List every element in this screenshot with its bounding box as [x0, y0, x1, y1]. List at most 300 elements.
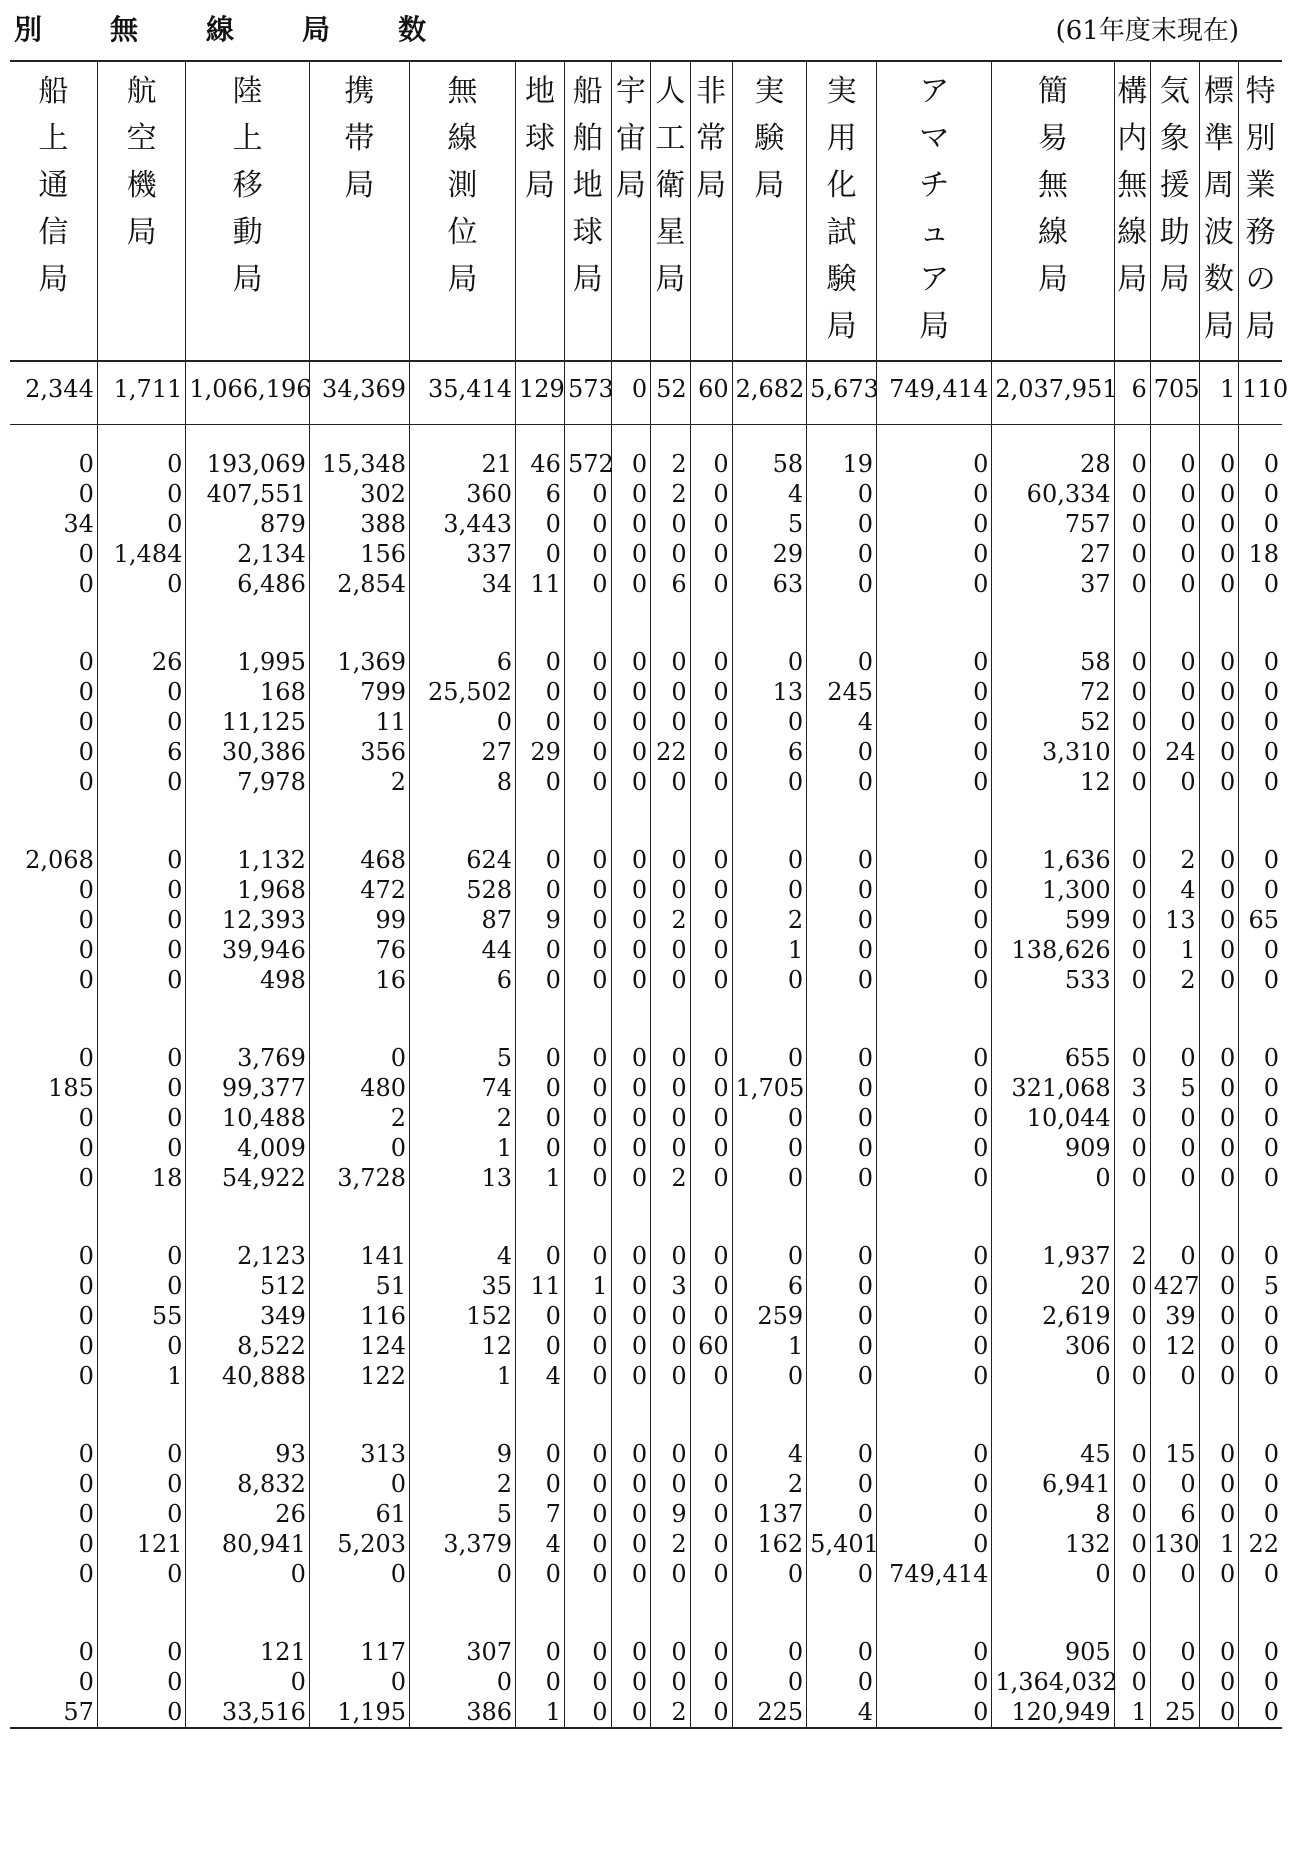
table-cell: 8	[410, 767, 516, 797]
table-cell: 0	[1239, 1667, 1282, 1697]
table-cell: 0	[1114, 935, 1150, 965]
table-cell: 0	[732, 767, 807, 797]
table-cell: 0	[690, 1073, 732, 1103]
table-cell: 0	[1150, 449, 1199, 479]
table-cell: 0	[1239, 479, 1282, 509]
table-cell: 0	[611, 569, 651, 599]
table-cell: 4	[1150, 875, 1199, 905]
table-cell: 407,551	[186, 479, 309, 509]
table-cell: 0	[564, 1697, 611, 1728]
table-cell: 0	[564, 1469, 611, 1499]
table-row	[10, 1439, 1282, 1469]
table-cell: 360	[410, 479, 516, 509]
table-row	[10, 479, 1282, 509]
column-header-label: 地球局	[524, 74, 555, 203]
table-cell: 0	[1239, 707, 1282, 737]
table-cell: 0	[611, 1163, 651, 1193]
table-cell: 152	[410, 1301, 516, 1331]
table-cell: 0	[1239, 965, 1282, 995]
table-cell: 0	[611, 767, 651, 797]
table-cell: 0	[564, 1301, 611, 1331]
table-cell: 6	[410, 647, 516, 677]
table-cell: 0	[690, 1133, 732, 1163]
table-cell: 6	[732, 737, 807, 767]
table-cell: 52	[651, 361, 691, 425]
table-cell: 58	[732, 449, 807, 479]
table-row	[10, 1301, 1282, 1331]
table-cell: 0	[97, 1667, 186, 1697]
table-cell: 0	[1150, 707, 1199, 737]
table-cell: 6,941	[992, 1469, 1114, 1499]
table-cell: 0	[1114, 1469, 1150, 1499]
table-cell: 0	[78, 1500, 94, 1528]
table-cell: 6	[410, 965, 516, 995]
table-row	[10, 707, 1282, 737]
table-cell: 0	[516, 1637, 565, 1667]
table-cell: 138,626	[992, 935, 1114, 965]
table-cell: 0	[877, 1241, 992, 1271]
table-cell: 0	[1239, 1133, 1282, 1163]
table-cell: 122	[309, 1361, 409, 1391]
column-header-label: 特別業務の局	[1245, 74, 1276, 344]
table-cell: 2	[1150, 845, 1199, 875]
table-cell: 0	[516, 1469, 565, 1499]
table-cell: 0	[690, 1241, 732, 1271]
table-cell: 0	[732, 1667, 807, 1697]
table-cell: 0	[1239, 845, 1282, 875]
table-cell: 799	[309, 677, 409, 707]
table-cell: 0	[807, 1163, 877, 1193]
table-cell: 0	[807, 1073, 877, 1103]
table-cell: 1	[564, 1271, 611, 1301]
table-cell: 0	[877, 1133, 992, 1163]
table-cell: 0	[1199, 845, 1239, 875]
table-cell: 2	[651, 1697, 691, 1728]
title-char: 別	[14, 13, 43, 46]
table-cell: 120,949	[992, 1697, 1114, 1728]
table-cell: 12,393	[186, 905, 309, 935]
table-cell: 0	[309, 1667, 409, 1697]
table-cell: 2	[732, 1469, 807, 1499]
table-cell: 15	[1150, 1439, 1199, 1469]
table-cell: 512	[186, 1271, 309, 1301]
table-body	[10, 361, 1289, 1728]
table-cell: 0	[564, 845, 611, 875]
table-cell: 44	[410, 935, 516, 965]
table-cell: 0	[78, 1242, 94, 1270]
table-cell: 2,344	[10, 361, 97, 425]
table-cell: 0	[564, 1559, 611, 1589]
table-cell: 60,334	[992, 479, 1114, 509]
table-cell: 0	[807, 1667, 877, 1697]
table-cell: 0	[877, 569, 992, 599]
table-cell: 0	[807, 1301, 877, 1331]
table-cell: 2	[1150, 965, 1199, 995]
table-cell: 0	[1150, 1133, 1199, 1163]
table-cell: 0	[1199, 1301, 1239, 1331]
table-cell: 0	[1199, 905, 1239, 935]
table-cell: 0	[1239, 1073, 1282, 1103]
table-cell: 0	[690, 905, 732, 935]
table-cell: 0	[611, 509, 651, 539]
table-header	[10, 61, 1282, 361]
table-cell: 0	[807, 1559, 877, 1589]
table-cell: 0	[690, 647, 732, 677]
table-cell: 0	[1114, 1163, 1150, 1193]
table-row	[10, 1529, 1282, 1559]
table-cell: 0	[78, 1134, 94, 1162]
table-cell: 0	[1239, 1637, 1282, 1667]
table-cell: 427	[1150, 1271, 1199, 1301]
table-cell: 0	[97, 479, 186, 509]
table-cell: 0	[807, 1439, 877, 1469]
table-cell: 51	[309, 1271, 409, 1301]
table-cell: 0	[97, 1439, 186, 1469]
column-header	[97, 61, 186, 361]
table-cell: 0	[78, 936, 94, 964]
table-row	[10, 935, 1282, 965]
table-cell: 54,922	[186, 1163, 309, 1193]
date-note: (61年度末現在)	[1055, 16, 1239, 46]
table-cell: 0	[78, 540, 94, 568]
table-cell: 245	[807, 677, 877, 707]
table-cell: 0	[877, 1271, 992, 1301]
table-cell: 0	[564, 1499, 611, 1529]
table-cell: 0	[1199, 1103, 1239, 1133]
column-header	[10, 61, 97, 361]
table-cell: 121	[186, 1637, 309, 1667]
table-cell: 2	[651, 1163, 691, 1193]
table-cell: 0	[1199, 737, 1239, 767]
table-row	[10, 767, 1282, 797]
table-row	[10, 1271, 1282, 1301]
table-cell: 705	[1150, 361, 1199, 425]
table-cell: 3,310	[992, 737, 1114, 767]
table-cell: 0	[732, 965, 807, 995]
table-cell: 55	[97, 1301, 186, 1331]
table-row	[10, 1469, 1282, 1499]
table-cell: 0	[564, 1073, 611, 1103]
table-cell: 0	[651, 1073, 691, 1103]
table-cell: 0	[651, 1469, 691, 1499]
table-cell: 40,888	[186, 1361, 309, 1391]
table-cell: 8	[992, 1499, 1114, 1529]
table-cell: 0	[807, 737, 877, 767]
table-cell: 0	[1239, 1361, 1282, 1391]
table-cell: 0	[611, 1637, 651, 1667]
table-cell: 0	[690, 1559, 732, 1589]
table-cell: 7,978	[186, 767, 309, 797]
table-cell: 2	[1114, 1241, 1150, 1271]
table-cell: 0	[732, 1361, 807, 1391]
table-cell: 0	[651, 647, 691, 677]
table-cell: 0	[877, 1073, 992, 1103]
table-cell: 12	[410, 1331, 516, 1361]
table-cell: 3,379	[410, 1529, 516, 1559]
table-cell: 0	[1239, 569, 1282, 599]
table-row	[10, 845, 1282, 875]
table-cell: 0	[97, 767, 186, 797]
table-cell: 0	[807, 767, 877, 797]
table-cell: 4	[516, 1361, 565, 1391]
table-cell: 655	[992, 1043, 1114, 1073]
table-cell: 0	[651, 539, 691, 569]
table-cell: 0	[78, 1440, 94, 1468]
group-spacer	[10, 425, 1282, 450]
table-cell: 0	[807, 1499, 877, 1529]
table-cell: 0	[877, 1301, 992, 1331]
table-cell: 0	[1114, 965, 1150, 995]
table-cell: 10,488	[186, 1103, 309, 1133]
table-cell: 28	[992, 449, 1114, 479]
table-cell: 12	[1150, 1331, 1199, 1361]
table-cell: 34	[410, 569, 516, 599]
table-cell: 1,369	[309, 647, 409, 677]
table-cell: 0	[564, 1361, 611, 1391]
table-cell: 34	[63, 510, 94, 538]
table-cell: 0	[1114, 905, 1150, 935]
table-cell: 0	[1199, 965, 1239, 995]
table-cell: 15,348	[309, 449, 409, 479]
table-cell: 0	[807, 1361, 877, 1391]
table-cell: 11	[516, 569, 565, 599]
table-cell: 99,377	[186, 1073, 309, 1103]
table-cell: 0	[564, 1529, 611, 1559]
column-header	[877, 61, 992, 361]
table-cell: 302	[309, 479, 409, 509]
table-cell: 141	[309, 1241, 409, 1271]
table-cell: 0	[651, 509, 691, 539]
table-cell: 72	[992, 677, 1114, 707]
table-cell: 0	[78, 1638, 94, 1666]
table-cell: 0	[877, 1361, 992, 1391]
table-cell: 0	[877, 479, 992, 509]
table-cell: 0	[1239, 1241, 1282, 1271]
table-cell: 0	[78, 480, 94, 508]
table-cell: 0	[97, 1697, 186, 1728]
table-cell: 13	[732, 677, 807, 707]
table-cell: 0	[992, 1559, 1114, 1589]
column-header	[1199, 61, 1239, 361]
table-cell: 0	[1199, 539, 1239, 569]
table-cell: 2	[732, 905, 807, 935]
table-cell: 22	[651, 737, 691, 767]
table-cell: 2	[309, 1103, 409, 1133]
table-cell: 0	[651, 1361, 691, 1391]
table-cell: 20	[992, 1271, 1114, 1301]
table-cell: 0	[732, 1133, 807, 1163]
table-cell: 0	[1150, 1361, 1199, 1391]
table-cell: 0	[1199, 1043, 1239, 1073]
table-cell: 57	[10, 1697, 97, 1728]
table-cell: 0	[877, 1331, 992, 1361]
table-cell: 0	[1114, 449, 1150, 479]
column-header-label: 船舶地球局	[572, 74, 603, 297]
table-cell: 0	[1239, 737, 1282, 767]
table-row	[10, 1361, 1282, 1391]
table-cell: 0	[611, 845, 651, 875]
table-cell: 11	[309, 707, 409, 737]
table-row	[10, 1559, 1282, 1589]
title-char: 無	[110, 13, 139, 46]
table-cell: 0	[1199, 1667, 1239, 1697]
table-cell: 0	[1239, 1301, 1282, 1331]
table-cell: 0	[78, 1362, 94, 1390]
table-row	[10, 1697, 1282, 1728]
table-cell: 2,037,951	[992, 361, 1114, 425]
table-cell: 93	[186, 1439, 309, 1469]
table-cell: 4,009	[186, 1133, 309, 1163]
table-cell: 0	[611, 1301, 651, 1331]
table-row	[10, 647, 1282, 677]
table-cell: 528	[410, 875, 516, 905]
table-cell: 30,386	[186, 737, 309, 767]
table-cell: 29	[516, 737, 565, 767]
table-cell: 0	[690, 737, 732, 767]
table-cell: 879	[186, 509, 309, 539]
table-cell: 0	[1199, 1499, 1239, 1529]
table-cell: 0	[732, 1559, 807, 1589]
table-cell: 0	[877, 875, 992, 905]
table-cell: 0	[877, 1637, 992, 1667]
table-cell: 0	[1114, 539, 1150, 569]
table-cell: 0	[877, 647, 992, 677]
table-cell: 468	[309, 845, 409, 875]
table-cell: 0	[1150, 647, 1199, 677]
table-row	[10, 965, 1282, 995]
table-cell: 0	[690, 1667, 732, 1697]
table-cell: 0	[877, 449, 992, 479]
table-cell: 0	[1199, 1469, 1239, 1499]
table-cell: 18	[1239, 539, 1282, 569]
table-cell: 0	[516, 1073, 565, 1103]
table-cell: 0	[807, 935, 877, 965]
table-cell: 533	[992, 965, 1114, 995]
table-cell: 0	[1114, 1499, 1150, 1529]
table-cell: 0	[690, 1529, 732, 1559]
table-cell: 0	[690, 449, 732, 479]
table-cell: 0	[564, 767, 611, 797]
table-cell: 0	[611, 707, 651, 737]
table-cell: 0	[611, 737, 651, 767]
table-row	[10, 539, 1282, 569]
table-cell: 0	[516, 707, 565, 737]
table-cell: 386	[410, 1697, 516, 1728]
table-cell: 0	[410, 1667, 516, 1697]
table-cell: 3,443	[410, 509, 516, 539]
table-cell: 87	[410, 905, 516, 935]
column-header-label: 航空機局	[126, 74, 157, 250]
group-spacer	[10, 623, 1282, 647]
table-cell: 156	[309, 539, 409, 569]
column-header-label: 簡易無線局	[1038, 74, 1068, 297]
table-cell: 0	[651, 1439, 691, 1469]
table-cell: 0	[1199, 1697, 1239, 1728]
table-cell: 0	[807, 1133, 877, 1163]
column-header	[651, 61, 691, 361]
table-cell: 5	[732, 509, 807, 539]
table-row	[10, 1667, 1282, 1697]
table-cell: 624	[410, 845, 516, 875]
table-cell: 0	[1239, 449, 1282, 479]
table-cell: 0	[1239, 1559, 1282, 1589]
table-cell: 0	[516, 1241, 565, 1271]
column-header	[1239, 61, 1282, 361]
table-cell: 0	[97, 1103, 186, 1133]
column-header	[611, 61, 651, 361]
table-cell: 0	[309, 1043, 409, 1073]
table-cell: 6	[732, 1271, 807, 1301]
table-cell: 1,636	[992, 845, 1114, 875]
group-spacer	[10, 1589, 1282, 1613]
table-cell: 0	[1150, 569, 1199, 599]
column-header-label: 実験局	[754, 74, 785, 203]
table-cell: 573	[564, 361, 611, 425]
table-cell: 259	[732, 1301, 807, 1331]
table-cell: 0	[690, 1637, 732, 1667]
table-cell: 0	[1199, 707, 1239, 737]
table-cell: 0	[807, 1103, 877, 1133]
table-cell: 1	[1199, 361, 1239, 425]
table-cell: 0	[1150, 1043, 1199, 1073]
table-cell: 10,044	[992, 1103, 1114, 1133]
table-cell: 1	[732, 1331, 807, 1361]
table-cell: 0	[564, 875, 611, 905]
table-cell: 0	[877, 905, 992, 935]
table-cell: 0	[516, 1301, 565, 1331]
table-row	[10, 449, 1282, 479]
table-cell: 0	[690, 767, 732, 797]
table-cell: 0	[564, 479, 611, 509]
table-cell: 6	[1114, 361, 1150, 425]
table-cell: 9	[516, 905, 565, 935]
column-header	[309, 61, 409, 361]
table-cell: 757	[992, 509, 1114, 539]
table-cell: 225	[732, 1697, 807, 1728]
table-cell: 0	[78, 876, 94, 904]
table-cell: 9	[410, 1439, 516, 1469]
table-cell: 0	[807, 1271, 877, 1301]
table-cell: 0	[877, 677, 992, 707]
table-cell: 1,937	[992, 1241, 1114, 1271]
table-cell: 0	[611, 965, 651, 995]
table-cell: 0	[1114, 1439, 1150, 1469]
table-cell: 0	[564, 539, 611, 569]
table-cell: 0	[651, 1133, 691, 1163]
table-cell: 29	[732, 539, 807, 569]
table-cell: 1	[732, 935, 807, 965]
table-cell: 0	[78, 648, 94, 676]
table-cell: 124	[309, 1331, 409, 1361]
table-cell: 4	[807, 1697, 877, 1728]
table-cell: 4	[807, 707, 877, 737]
table-cell: 0	[651, 677, 691, 707]
table-cell: 0	[807, 539, 877, 569]
table-cell: 0	[807, 875, 877, 905]
table-row	[10, 1331, 1282, 1361]
table-cell: 0	[1114, 1301, 1150, 1331]
table-cell: 22	[1239, 1529, 1282, 1559]
table-cell: 0	[1114, 875, 1150, 905]
table-cell: 0	[732, 1043, 807, 1073]
table-cell: 0	[78, 768, 94, 796]
column-header-label: 標準周波数局	[1203, 74, 1234, 344]
table-cell: 0	[516, 647, 565, 677]
page-title	[14, 8, 494, 48]
table-cell: 5	[1239, 1271, 1282, 1301]
table-cell: 0	[807, 905, 877, 935]
table-cell: 0	[564, 1163, 611, 1193]
